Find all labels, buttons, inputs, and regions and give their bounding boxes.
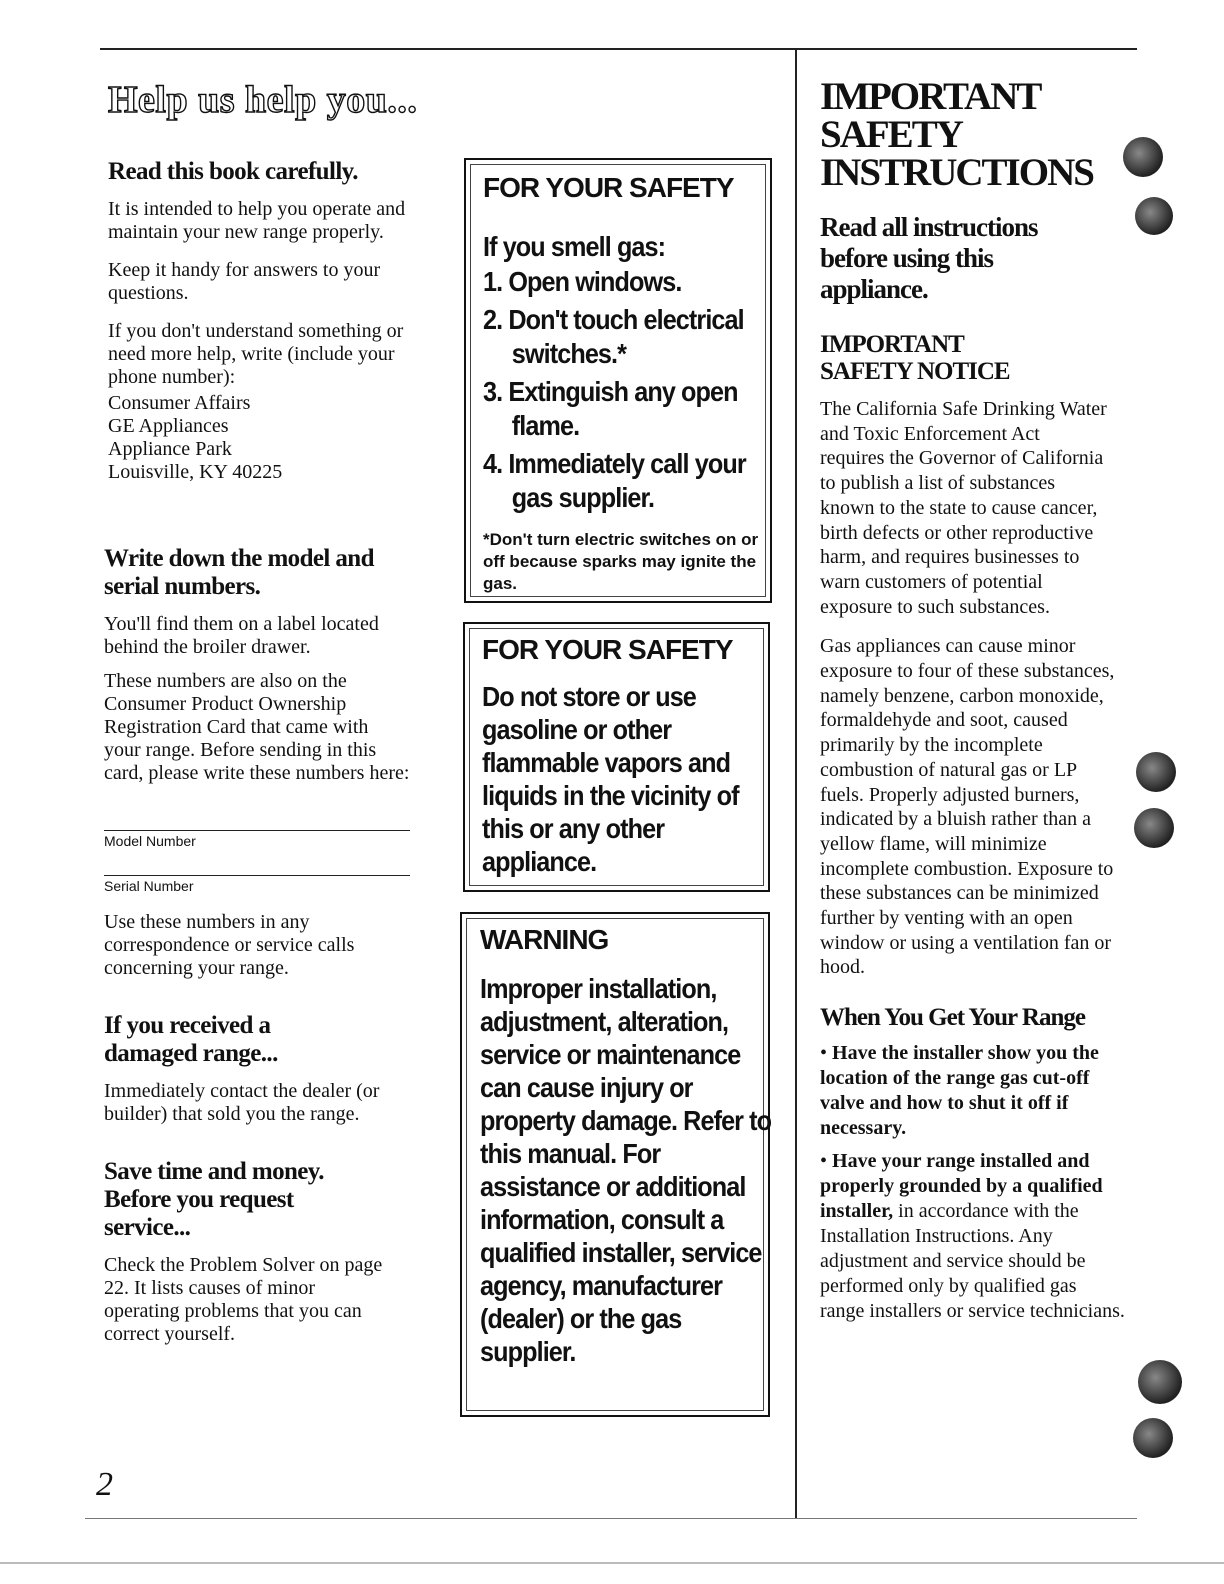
binder-hole bbox=[1123, 137, 1163, 177]
safety-box-gas bbox=[464, 158, 772, 603]
right-column bbox=[820, 75, 1125, 1332]
range-bullet: • Have the installer show you the location of the range gas cut-off valve and how to shut it off if necessary. bbox=[820, 1042, 1099, 1140]
safety-title: IMPORTANT SAFETY INSTRUCTIONS bbox=[820, 75, 1093, 194]
box-text: Improper installation, adjustment, alteration, service or maintenance can cause injury or property damage. Refer to this manual. For assistance or additional information, consult a qualified installer, service agency, manufacturer (dealer) or the gas supplier. bbox=[480, 973, 772, 1367]
read-para-2: Keep it handy for answers to your questions. bbox=[108, 259, 381, 304]
box-title: FOR YOUR SAFETY bbox=[483, 172, 734, 203]
notice-para-2: Gas appliances can cause minor exposure to four of these substances, namely benzene, carbon monoxide, formaldehyde and soot, caused primarily by the incomplete combustion of natural gas or LP fuels. Properly adjusted burners, indicated by a bluish rather than a yellow flame, will minimize incomplete combustion. Exposure to these substances can be minimized further by venting with an open window or using a ventilation fan or hood. bbox=[820, 635, 1115, 979]
left-column-lower bbox=[104, 545, 410, 1346]
address-line: GE Appliances bbox=[108, 415, 229, 437]
model-number-label: Model Number bbox=[104, 833, 196, 849]
page-title: Help us help you... bbox=[108, 79, 418, 121]
get-range-heading: When You Get Your Range bbox=[820, 1004, 1085, 1032]
box-text: Do not store or use gasoline or other flammable vapors and liquids in the vicinity of this or any other appliance. bbox=[482, 681, 739, 877]
left-column bbox=[108, 78, 418, 484]
model-number-field[interactable] bbox=[104, 830, 410, 849]
write-para-1: You'll find them on a label located behind the broiler drawer. bbox=[104, 613, 379, 658]
box-note: *Don't turn electric switches on or off because sparks may ignite the gas. bbox=[483, 530, 759, 593]
address-line: Louisville, KY 40225 bbox=[108, 461, 283, 483]
address-line: Appliance Park bbox=[108, 438, 232, 460]
gas-step: 3. Extinguish any open flame. bbox=[483, 376, 738, 441]
binder-hole bbox=[1133, 1418, 1173, 1458]
address-line: Consumer Affairs bbox=[108, 392, 251, 414]
scan-edge bbox=[0, 1562, 1224, 1564]
box-title: FOR YOUR SAFETY bbox=[482, 634, 733, 665]
address-block bbox=[108, 392, 418, 484]
notice-para-1: The California Safe Drinking Water and Toxic Enforcement Act requires the Governor of California to publish a list of substances known to the state to cause cancer, birth defects or other reproductive harm, and requires businesses to warn customers of potential exposure to such substances. bbox=[820, 398, 1107, 618]
write-after: Use these numbers in any correspondence or service calls concerning your range. bbox=[104, 911, 355, 979]
box-lead: If you smell gas: bbox=[483, 231, 666, 262]
damaged-heading: If you received a damaged range... bbox=[104, 1012, 278, 1067]
serial-number-label: Serial Number bbox=[104, 878, 194, 894]
damaged-text: Immediately contact the dealer (or builder) that sold you the range. bbox=[104, 1080, 380, 1125]
bullet-rest: in accordance with the Installation Instructions. Any adjustment and service should be performed only by qualified gas range installers or service technicians. bbox=[820, 1200, 1125, 1323]
safety-box-flammable bbox=[463, 622, 770, 892]
binder-hole bbox=[1134, 808, 1174, 848]
warning-box bbox=[460, 912, 770, 1417]
gas-steps bbox=[483, 265, 763, 515]
column-divider bbox=[795, 48, 797, 1518]
read-all-heading: Read all instructions before using this appliance. bbox=[820, 212, 1038, 304]
bullet-bold: Have the installer show you the location of the range gas cut-off valve and how to shut it off if necessary. bbox=[820, 1042, 1099, 1140]
range-bullet: • Have your range installed and properly grounded by a qualified installer, in accordance with the Installation Instructions. Any adjustment and service should be performed only by qualified gas range installers or service technicians. bbox=[820, 1150, 1125, 1323]
write-para-2: These numbers are also on the Consumer Product Ownership Registration Card that came with your range. Before sending in this card, please write these numbers here: bbox=[104, 670, 410, 784]
save-heading: Save time and money. Before you request service... bbox=[104, 1158, 324, 1241]
gas-step: 2. Don't touch electrical switches.* bbox=[483, 304, 744, 369]
write-heading: Write down the model and serial numbers. bbox=[104, 545, 374, 600]
read-heading: Read this book carefully. bbox=[108, 158, 358, 185]
page-number: 2 bbox=[96, 1466, 113, 1503]
read-para-1: It is intended to help you operate and maintain your new range properly. bbox=[108, 198, 406, 243]
gas-step: 4. Immediately call your gas supplier. bbox=[483, 448, 746, 513]
binder-hole bbox=[1135, 197, 1173, 235]
read-para-3: If you don't understand something or need more help, write (include your phone number): bbox=[108, 320, 404, 388]
bottom-rule bbox=[85, 1518, 1137, 1519]
notice-heading: IMPORTANT SAFETY NOTICE bbox=[820, 331, 1010, 385]
box-title: WARNING bbox=[480, 924, 609, 955]
gas-step: 1. Open windows. bbox=[483, 266, 682, 297]
top-rule bbox=[100, 48, 1137, 50]
binder-hole bbox=[1136, 752, 1176, 792]
bullet-bold: Have your range installed and properly grounded by a qualified installer, bbox=[820, 1150, 1103, 1223]
serial-number-field[interactable] bbox=[104, 875, 410, 894]
binder-hole bbox=[1138, 1360, 1182, 1404]
save-text: Check the Problem Solver on page 22. It lists causes of minor operating problems that you can correct yourself. bbox=[104, 1254, 383, 1345]
